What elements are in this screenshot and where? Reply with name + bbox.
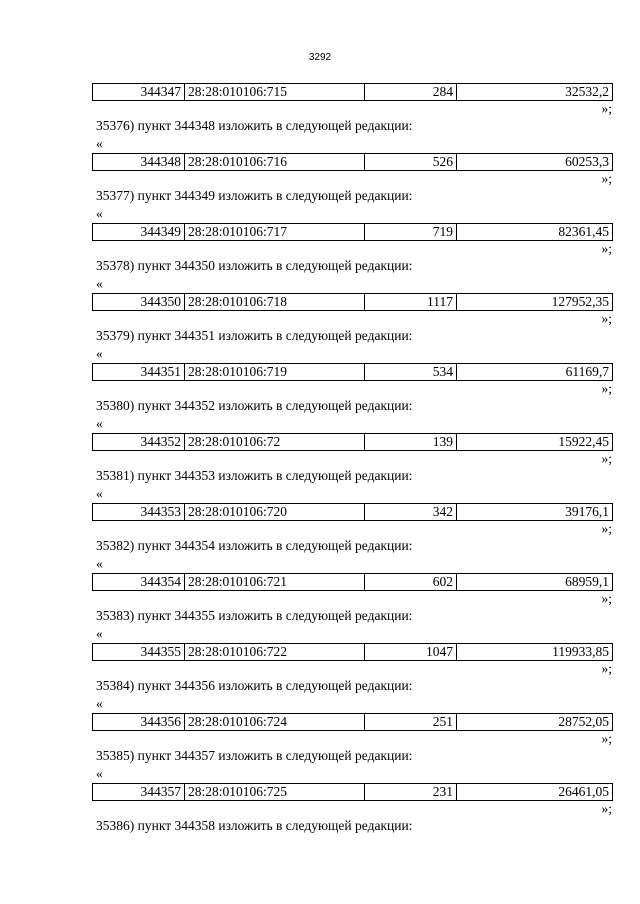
cost-value: 39176,1 (457, 504, 613, 521)
item-line: 35385) пункт 344357 изложить в следующей редакции: (96, 748, 413, 763)
table-row (93, 644, 613, 661)
cadastral-number: 28:28:010106:725 (185, 784, 365, 801)
opening-quote: « (96, 136, 103, 151)
record-table (92, 783, 613, 801)
record-table (92, 153, 613, 171)
record-table (92, 713, 613, 731)
opening-quote: « (96, 206, 103, 221)
closing-quote: »; (601, 731, 612, 746)
record-table (92, 83, 613, 101)
opening-quote: « (96, 766, 103, 781)
cadastral-number: 28:28:010106:72 (185, 434, 365, 451)
cadastral-number: 28:28:010106:721 (185, 574, 365, 591)
cadastral-number: 28:28:010106:716 (185, 154, 365, 171)
record-number: 344351 (93, 364, 185, 381)
cost-value: 32532,2 (457, 84, 613, 101)
cost-value: 26461,05 (457, 784, 613, 801)
record-table (92, 503, 613, 521)
page-number: 3292 (308, 52, 332, 63)
opening-quote: « (96, 626, 103, 641)
area-value: 526 (365, 154, 457, 171)
table-row (93, 714, 613, 731)
opening-quote: « (96, 696, 103, 711)
record-table (92, 293, 613, 311)
closing-quote: »; (601, 521, 612, 536)
area-value: 139 (365, 434, 457, 451)
item-line: 35377) пункт 344349 изложить в следующей редакции: (96, 188, 413, 203)
table-row (93, 504, 613, 521)
area-value: 1117 (365, 294, 457, 311)
item-line: 35382) пункт 344354 изложить в следующей редакции: (96, 538, 413, 553)
area-value: 534 (365, 364, 457, 381)
table-row (93, 224, 613, 241)
closing-quote: »; (601, 381, 612, 396)
closing-quote: »; (601, 591, 612, 606)
closing-quote: »; (601, 801, 612, 816)
table-row (93, 154, 613, 171)
opening-quote: « (96, 556, 103, 571)
table-row (93, 784, 613, 801)
record-table (92, 363, 613, 381)
cadastral-number: 28:28:010106:720 (185, 504, 365, 521)
area-value: 719 (365, 224, 457, 241)
record-number: 344357 (93, 784, 185, 801)
cost-value: 119933,85 (457, 644, 613, 661)
area-value: 1047 (365, 644, 457, 661)
cost-value: 68959,1 (457, 574, 613, 591)
record-table (92, 433, 613, 451)
record-number: 344350 (93, 294, 185, 311)
area-value: 602 (365, 574, 457, 591)
cadastral-number: 28:28:010106:715 (185, 84, 365, 101)
cadastral-number: 28:28:010106:719 (185, 364, 365, 381)
item-line: 35386) пункт 344358 изложить в следующей редакции: (96, 818, 413, 833)
item-line: 35383) пункт 344355 изложить в следующей редакции: (96, 608, 413, 623)
table-row (93, 574, 613, 591)
area-value: 342 (365, 504, 457, 521)
cadastral-number: 28:28:010106:718 (185, 294, 365, 311)
closing-quote: »; (601, 311, 612, 326)
closing-quote: »; (601, 661, 612, 676)
cost-value: 60253,3 (457, 154, 613, 171)
item-line: 35384) пункт 344356 изложить в следующей редакции: (96, 678, 413, 693)
closing-quote: »; (601, 241, 612, 256)
area-value: 284 (365, 84, 457, 101)
opening-quote: « (96, 486, 103, 501)
record-number: 344348 (93, 154, 185, 171)
cadastral-number: 28:28:010106:717 (185, 224, 365, 241)
record-table (92, 573, 613, 591)
area-value: 251 (365, 714, 457, 731)
item-line: 35378) пункт 344350 изложить в следующей редакции: (96, 258, 413, 273)
record-number: 344354 (93, 574, 185, 591)
opening-quote: « (96, 416, 103, 431)
table-row (93, 434, 613, 451)
record-number: 344349 (93, 224, 185, 241)
record-number: 344353 (93, 504, 185, 521)
cost-value: 61169,7 (457, 364, 613, 381)
document-content (92, 83, 612, 835)
closing-quote: »; (601, 171, 612, 186)
record-number: 344352 (93, 434, 185, 451)
item-line: 35379) пункт 344351 изложить в следующей редакции: (96, 328, 413, 343)
table-row (93, 364, 613, 381)
item-line: 35381) пункт 344353 изложить в следующей редакции: (96, 468, 413, 483)
table-row (93, 294, 613, 311)
closing-quote: »; (601, 101, 612, 116)
item-line: 35376) пункт 344348 изложить в следующей редакции: (96, 118, 413, 133)
closing-quote: »; (601, 451, 612, 466)
record-number: 344347 (93, 84, 185, 101)
cadastral-number: 28:28:010106:722 (185, 644, 365, 661)
area-value: 231 (365, 784, 457, 801)
record-number: 344355 (93, 644, 185, 661)
item-line: 35380) пункт 344352 изложить в следующей редакции: (96, 398, 413, 413)
record-number: 344356 (93, 714, 185, 731)
cost-value: 82361,45 (457, 224, 613, 241)
cost-value: 15922,45 (457, 434, 613, 451)
record-table (92, 223, 613, 241)
opening-quote: « (96, 276, 103, 291)
cost-value: 28752,05 (457, 714, 613, 731)
table-row (93, 84, 613, 101)
cost-value: 127952,35 (457, 294, 613, 311)
cadastral-number: 28:28:010106:724 (185, 714, 365, 731)
opening-quote: « (96, 346, 103, 361)
record-table (92, 643, 613, 661)
